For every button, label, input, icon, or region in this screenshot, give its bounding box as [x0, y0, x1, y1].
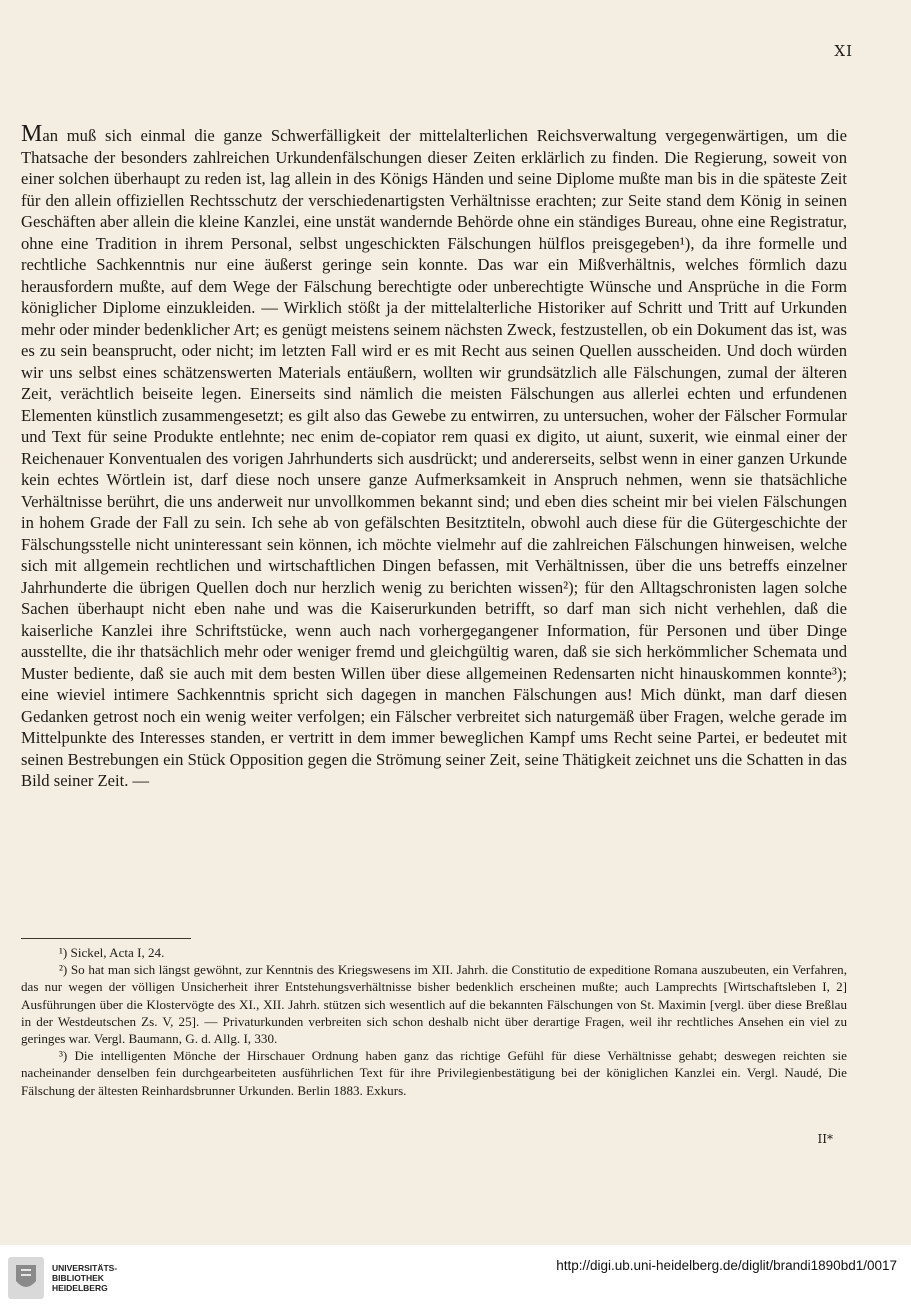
library-name [52, 1263, 117, 1293]
footer-bar [0, 1245, 911, 1311]
main-text-body: an muß sich einmal die ganze Schwerfälligkeit der mittelalterlichen Reichsverwaltung vergegenwärtigen, um die Thatsache der besonders zahlreichen Urkundenfälschungen dieser Zeiten erklärlich zu finden. Die Regierung, soweit von einer solchen überhaupt zu reden ist, lag allein in des Königs Händen und seine Diplome mußte man bis in die späteste Zeit für den allein offiziellen Rechtsschutz der verschiedenartigsten Verhältnisse erachten; zur Seite stand dem König in seinen Geschäften aber allein die kleine Kanzlei, eine unstät wandernde Behörde ohne ein ständiges Bureau, ohne eine Registratur, ohne eine Tradition in ihrem Personal, selbst ungeschickten Fälschungen hülflos preisgegeben¹), da ihre formelle und rechtliche Sachkenntnis nur eine äußerst geringe sein konnte. Das war ein Mißverhältnis, welches förmlich dazu herausfordern mußte, auf dem Wege der Fälschung berechtigte oder unberechtigte Wünsche und Ansprüche in die Form königlicher Diplome einzukleiden. — Wirklich stößt ja der mittelalterliche Historiker auf Schritt und Tritt auf Urkunden mehr oder minder bedenklicher Art; es genügt meistens seinem nächsten Zweck, festzustellen, ob ein Dokument das ist, was es zu sein beansprucht, oder nicht; im letzten Fall wird er es mit Recht aus seinen Quellen ausscheiden. Und doch würden wir uns selbst eines schätzenswerten Materials entäußern, wollten wir grundsätzlich alle Fälschungen, zumal der älteren Zeit, verächtlich beiseite legen. Einerseits sind nämlich die meisten Fälschungen aus allerlei echten und erfundenen Elementen künstlich zusammengesetzt; es gilt also das Gewebe zu entwirren, zu untersuchen, woher der Fälscher Formular und Text für seine Produkte entlehnte; nec enim de-copiator rem quasi ex digito, ut aiunt, suxerit, wie einmal einer der Reichenauer Konventualen des vorigen Jahrhunderts sich ausdrückt; und andererseits, selbst wenn in einer ganzen Urkunde kein echtes Wörtlein ist, darf diese noch unsere ganze Aufmerksamkeit in Anspruch nehmen, wenn sie thatsächliche Verhältnisse berührt, die uns anderweit nur unvollkommen bekannt sind; und eben dies scheint mir bei vielen Fälschungen in hohem Grade der Fall zu sein. Ich sehe ab von gefälschten Besitztiteln, obwohl auch diese für die Gütergeschichte der Fälschungsstelle nicht uninteressant sein können, ich möchte vielmehr auf die zahlreichen Fälschungen hinweisen, welche sich mit allgemein rechtlichen und wirtschaftlichen Dingen befassen, mit Verhältnissen, über die uns betreffs einzelner Jahrhunderte die übrigen Quellen doch nur herzlich wenig zu berichten wissen²); für den Alltagschronisten lagen solche Sachen überhaupt nicht eben nahe und was die Kaiserurkunden betrifft, so darf man sich nicht verhehlen, daß die kaiserliche Kanzlei ihre Schriftstücke, wenn auch nach vorhergegangener Information, für Personen und über Dinge ausstellte, die ihr thatsächlich mehr oder weniger fremd und gleichgültig waren, daß sie sich herkömmlicher Schemata und Muster bediente, daß sie auch mit dem besten Willen über diese allgemeinen Redensarten nicht hinauskommen konnte³); eine wieviel intimere Sachkenntnis spricht sich dagegen in manchen Fälschungen aus! Mich dünkt, man darf diesen Gedanken getrost noch ein wenig weiter verfolgen; ein Fälscher verbreitet sich naturgemäß über Fragen, welche gerade im Mittelpunkte des Interesses standen, er vertritt in dem immer beweglichen Kampf ums Recht seine Partei, er bedeutet mit seinen Bestrebungen ein Stück Opposition gegen die Strömung seiner Zeit, seine Thätigkeit zeichnet uns die Schatten in das Bild seiner Zeit. — [21, 126, 847, 790]
library-name-line-2: BIBLIOTHEK [52, 1273, 104, 1283]
library-logo[interactable] [8, 1255, 128, 1301]
page-number: XI [834, 42, 853, 60]
footnote-3: ³) Die intelligenten Mönche der Hirschauer Ordnung haben ganz das richtige Gefühl für diese Verhältnisse gehabt; deswegen reichten sie nacheinander denselben fein durchgearbeiteten ausführlichen Text für ihre Privilegienbestätigung bei der königlichen Kanzlei ein. Vergl. Naudé, Die Fälschung der ältesten Reinhardsbrunner Urkunden. Berlin 1883. Exkurs. [21, 1048, 847, 1098]
library-name-line-1: UNIVERSITÄTS- [52, 1263, 118, 1273]
footnotes [21, 944, 847, 1099]
footnote-1: ¹) Sickel, Acta I, 24. [59, 945, 165, 960]
library-name-line-3: HEIDELBERG [52, 1283, 108, 1293]
library-seal-icon [8, 1257, 44, 1299]
signature-mark: II* [817, 1132, 833, 1146]
footnote-2: ²) So hat man sich längst gewöhnt, zur Kenntnis des Kriegswesens im XII. Jahrh. die Constitutio de expeditione Romana auszubeuten, ein Verfahren, das nur wegen der völligen Unsicherheit ihrer Entstehungsverhältnisse bisher bedenklich erscheinen mußte; auch Lamprechts [Wirtschaftsleben I, 2] Ausführungen über die Klostervögte des XI., XII. Jahrh. stützen sich wesentlich auf die bekannten Fälschungen von St. Maximin [vergl. über diese Breßlau in der Westdeutschen Zs. V, 25]. — Privaturkunden verbreiten sich schon deshalb nicht über derartige Fragen, weil ihr rechtliches Ansehen ein viel zu geringes war. Vergl. Baumann, G. d. Allg. I, 330. [21, 962, 847, 1047]
permalink-url[interactable]: http://digi.ub.uni-heidelberg.de/diglit/brandi1890bd1/0017 [556, 1258, 897, 1273]
main-text [21, 121, 847, 792]
footnote-divider [21, 938, 191, 939]
drop-initial: M [21, 121, 43, 147]
